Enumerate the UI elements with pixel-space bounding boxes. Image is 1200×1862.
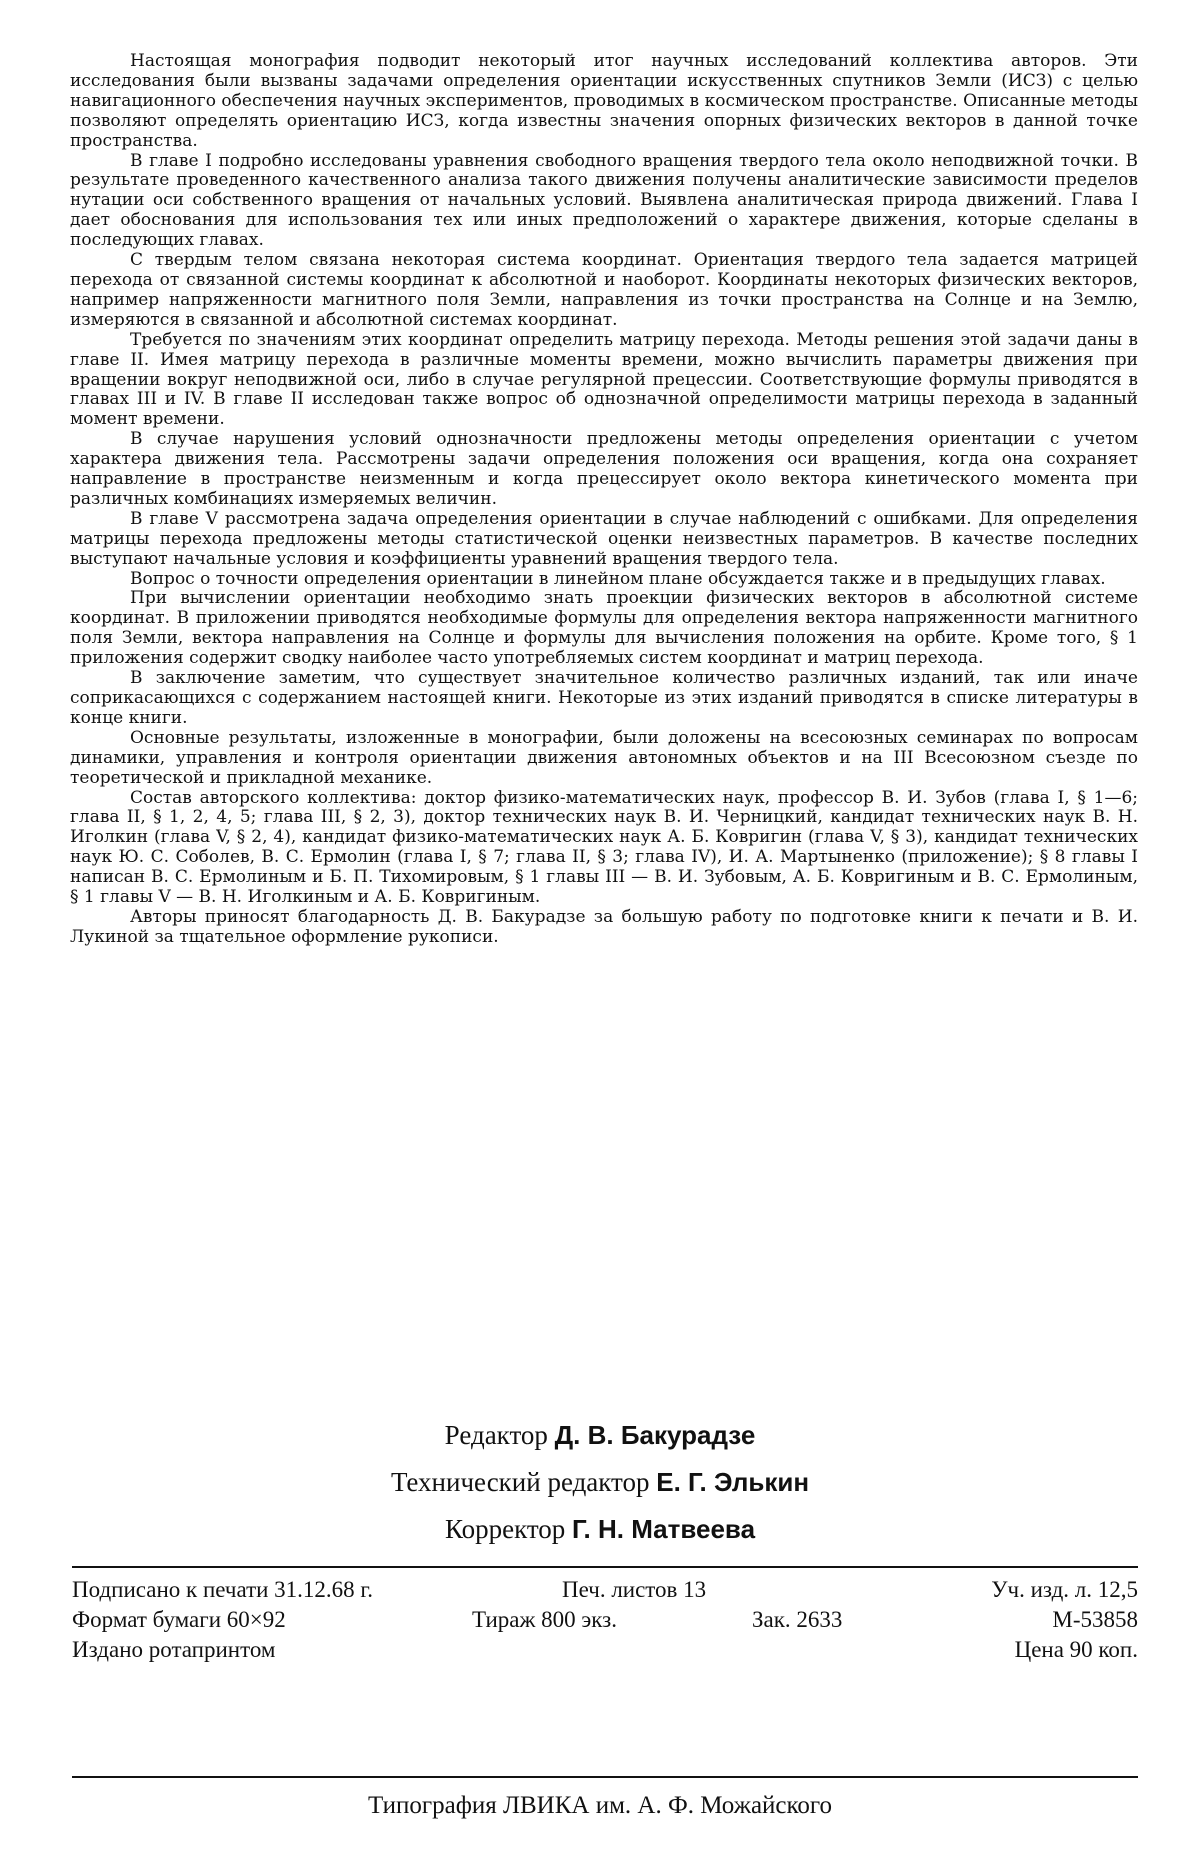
divider-bottom bbox=[72, 1776, 1138, 1778]
price: Цена 90 коп. bbox=[1015, 1637, 1138, 1663]
account-sheets: Уч. изд. л. 12,5 bbox=[991, 1577, 1138, 1603]
paragraph: Вопрос о точности определения ориентации в линейном плане обсуждается также и в предыдущих главах. bbox=[70, 570, 1138, 590]
paragraph: Требуется по значениям этих координат определить матрицу перехода. Методы решения этой задачи даны в главе II. Имея матрицу перехода в различные моменты времени, можно вычислить параметры движения при вращении вокруг неподвижной оси, либо в случае регулярной прецессии. Соответствующие формулы приводятся в главах III и IV. В главе II исследован также вопрос об однозначной определимости матрицы перехода в заданный момент времени. bbox=[70, 331, 1138, 431]
order-number: Зак. 2633 bbox=[752, 1607, 842, 1633]
proofreader-name: Г. Н. Матвеева bbox=[572, 1514, 755, 1544]
editor-label: Редактор bbox=[445, 1420, 548, 1450]
paragraph: Состав авторского коллектива: доктор физико-математических наук, профессор В. И. Зубов (глава I, § 1—6; глава II, § 1, 2, 4, 5; глава III, § 2, 3), доктор технических наук В. И. Черницкий, кандидат технических наук В. Н. Иголкин (глава V, § 2, 4), кандидат физико-математических наук А. Б. Ковригин (глава V, § 3), кандидат технических наук Ю. С. Соболев, В. С. Ермолин (глава I, § 7; глава II, § 3; глава IV), И. А. Мартыненко (приложение); § 8 главы I написан В. С. Ермолиным и Б. П. Тихомировым, § 1 главы III — В. И. Зубовым, А. Б. Ковригиным и В. С. Ермолиным, § 1 главы V — В. Н. Иголкиным и А. Б. Ковригиным. bbox=[70, 789, 1138, 908]
tech-editor-name: Е. Г. Элькин bbox=[656, 1467, 809, 1497]
tech-editor-label: Технический редактор bbox=[391, 1467, 650, 1497]
print-method: Издано ротапринтом bbox=[72, 1637, 275, 1663]
editor-name: Д. В. Бакурадзе bbox=[555, 1420, 756, 1450]
paragraph: Настоящая монография подводит некоторый итог научных исследований коллектива авторов. Эти исследования были вызваны задачами определения ориентации искусственных спутников Земли (ИСЗ) с целью навигационного обеспечения научных экспериментов, проводимых в космическом пространстве. Описанные методы позволяют определять ориентацию ИСЗ, когда известны значения опорных физических векторов в данной точке пространства. bbox=[70, 52, 1138, 152]
imprint-row bbox=[72, 1637, 1138, 1667]
editor-credit bbox=[0, 1420, 1200, 1451]
print-sheets: Печ. листов 13 bbox=[562, 1577, 706, 1603]
signed-date: Подписано к печати 31.12.68 г. bbox=[72, 1577, 373, 1603]
paragraph: В случае нарушения условий однозначности предложены методы определения ориентации с учетом характера движения тела. Рассмотрены задачи определения положения оси вращения, когда она сохраняет направление в пространстве неизменным и когда прецессирует около вектора кинетического момента при различных комбинациях измеряемых величин. bbox=[70, 430, 1138, 510]
document-page bbox=[0, 0, 1200, 1862]
proofreader-credit bbox=[0, 1514, 1200, 1545]
preface-text bbox=[70, 52, 1138, 948]
paragraph: В главе V рассмотрена задача определения ориентации в случае наблюдений с ошибками. Для определения матрицы перехода предложены методы статистической оценки неизвестных параметров. В качестве последних выступают начальные условия и коэффициенты уравнений вращения твердого тела. bbox=[70, 510, 1138, 570]
paragraph: Основные результаты, изложенные в монографии, были доложены на всесоюзных семинарах по вопросам динамики, управления и контроля ориентации движения автономных объектов и на III Всесоюзном съезде по теоретической и прикладной механике. bbox=[70, 729, 1138, 789]
imprint-row bbox=[72, 1577, 1138, 1607]
paragraph: При вычислении ориентации необходимо знать проекции физических векторов в абсолютной системе координат. В приложении приводятся необходимые формулы для определения вектора напряженности магнитного поля Земли, вектора направления на Солнце и формулы для вычисления положения на орбите. Кроме того, § 1 приложения содержит сводку наиболее часто употребляемых систем координат и матриц перехода. bbox=[70, 589, 1138, 669]
proofreader-label: Корректор bbox=[445, 1514, 565, 1544]
imprint-block bbox=[72, 1577, 1138, 1667]
paragraph: В главе I подробно исследованы уравнения свободного вращения твердого тела около неподвижной точки. В результате проведенного качественного анализа такого движения получены аналитические зависимости пределов нутации оси собственного вращения от начальных условий. Выявлена аналитическая природа движений. Глава I дает обоснования для использования тех или иных предположений о характере движения, которые сделаны в последующих главах. bbox=[70, 152, 1138, 252]
paragraph: С твердым телом связана некоторая система координат. Ориентация твердого тела задается матрицей перехода от связанной системы координат к абсолютной и наоборот. Координаты некоторых физических векторов, например напряженности магнитного поля Земли, направления из точки пространства на Солнце и на Землю, измеряются в связанной и абсолютной системах координат. bbox=[70, 251, 1138, 331]
paper-format: Формат бумаги 60×92 bbox=[72, 1607, 286, 1633]
divider-top bbox=[72, 1566, 1138, 1568]
imprint-row bbox=[72, 1607, 1138, 1637]
catalog-code: М-53858 bbox=[1052, 1607, 1138, 1633]
tech-editor-credit bbox=[0, 1467, 1200, 1498]
paragraph: Авторы приносят благодарность Д. В. Бакурадзе за большую работу по подготовке книги к печати и В. И. Лукиной за тщательное оформление рукописи. bbox=[70, 908, 1138, 948]
print-run: Тираж 800 экз. bbox=[472, 1607, 617, 1633]
printer-line: Типография ЛВИКА им. А. Ф. Можайского bbox=[0, 1792, 1200, 1820]
paragraph: В заключение заметим, что существует значительное количество различных изданий, так или иначе соприкасающихся с содержанием настоящей книги. Некоторые из этих изданий приводятся в списке литературы в конце книги. bbox=[70, 669, 1138, 729]
